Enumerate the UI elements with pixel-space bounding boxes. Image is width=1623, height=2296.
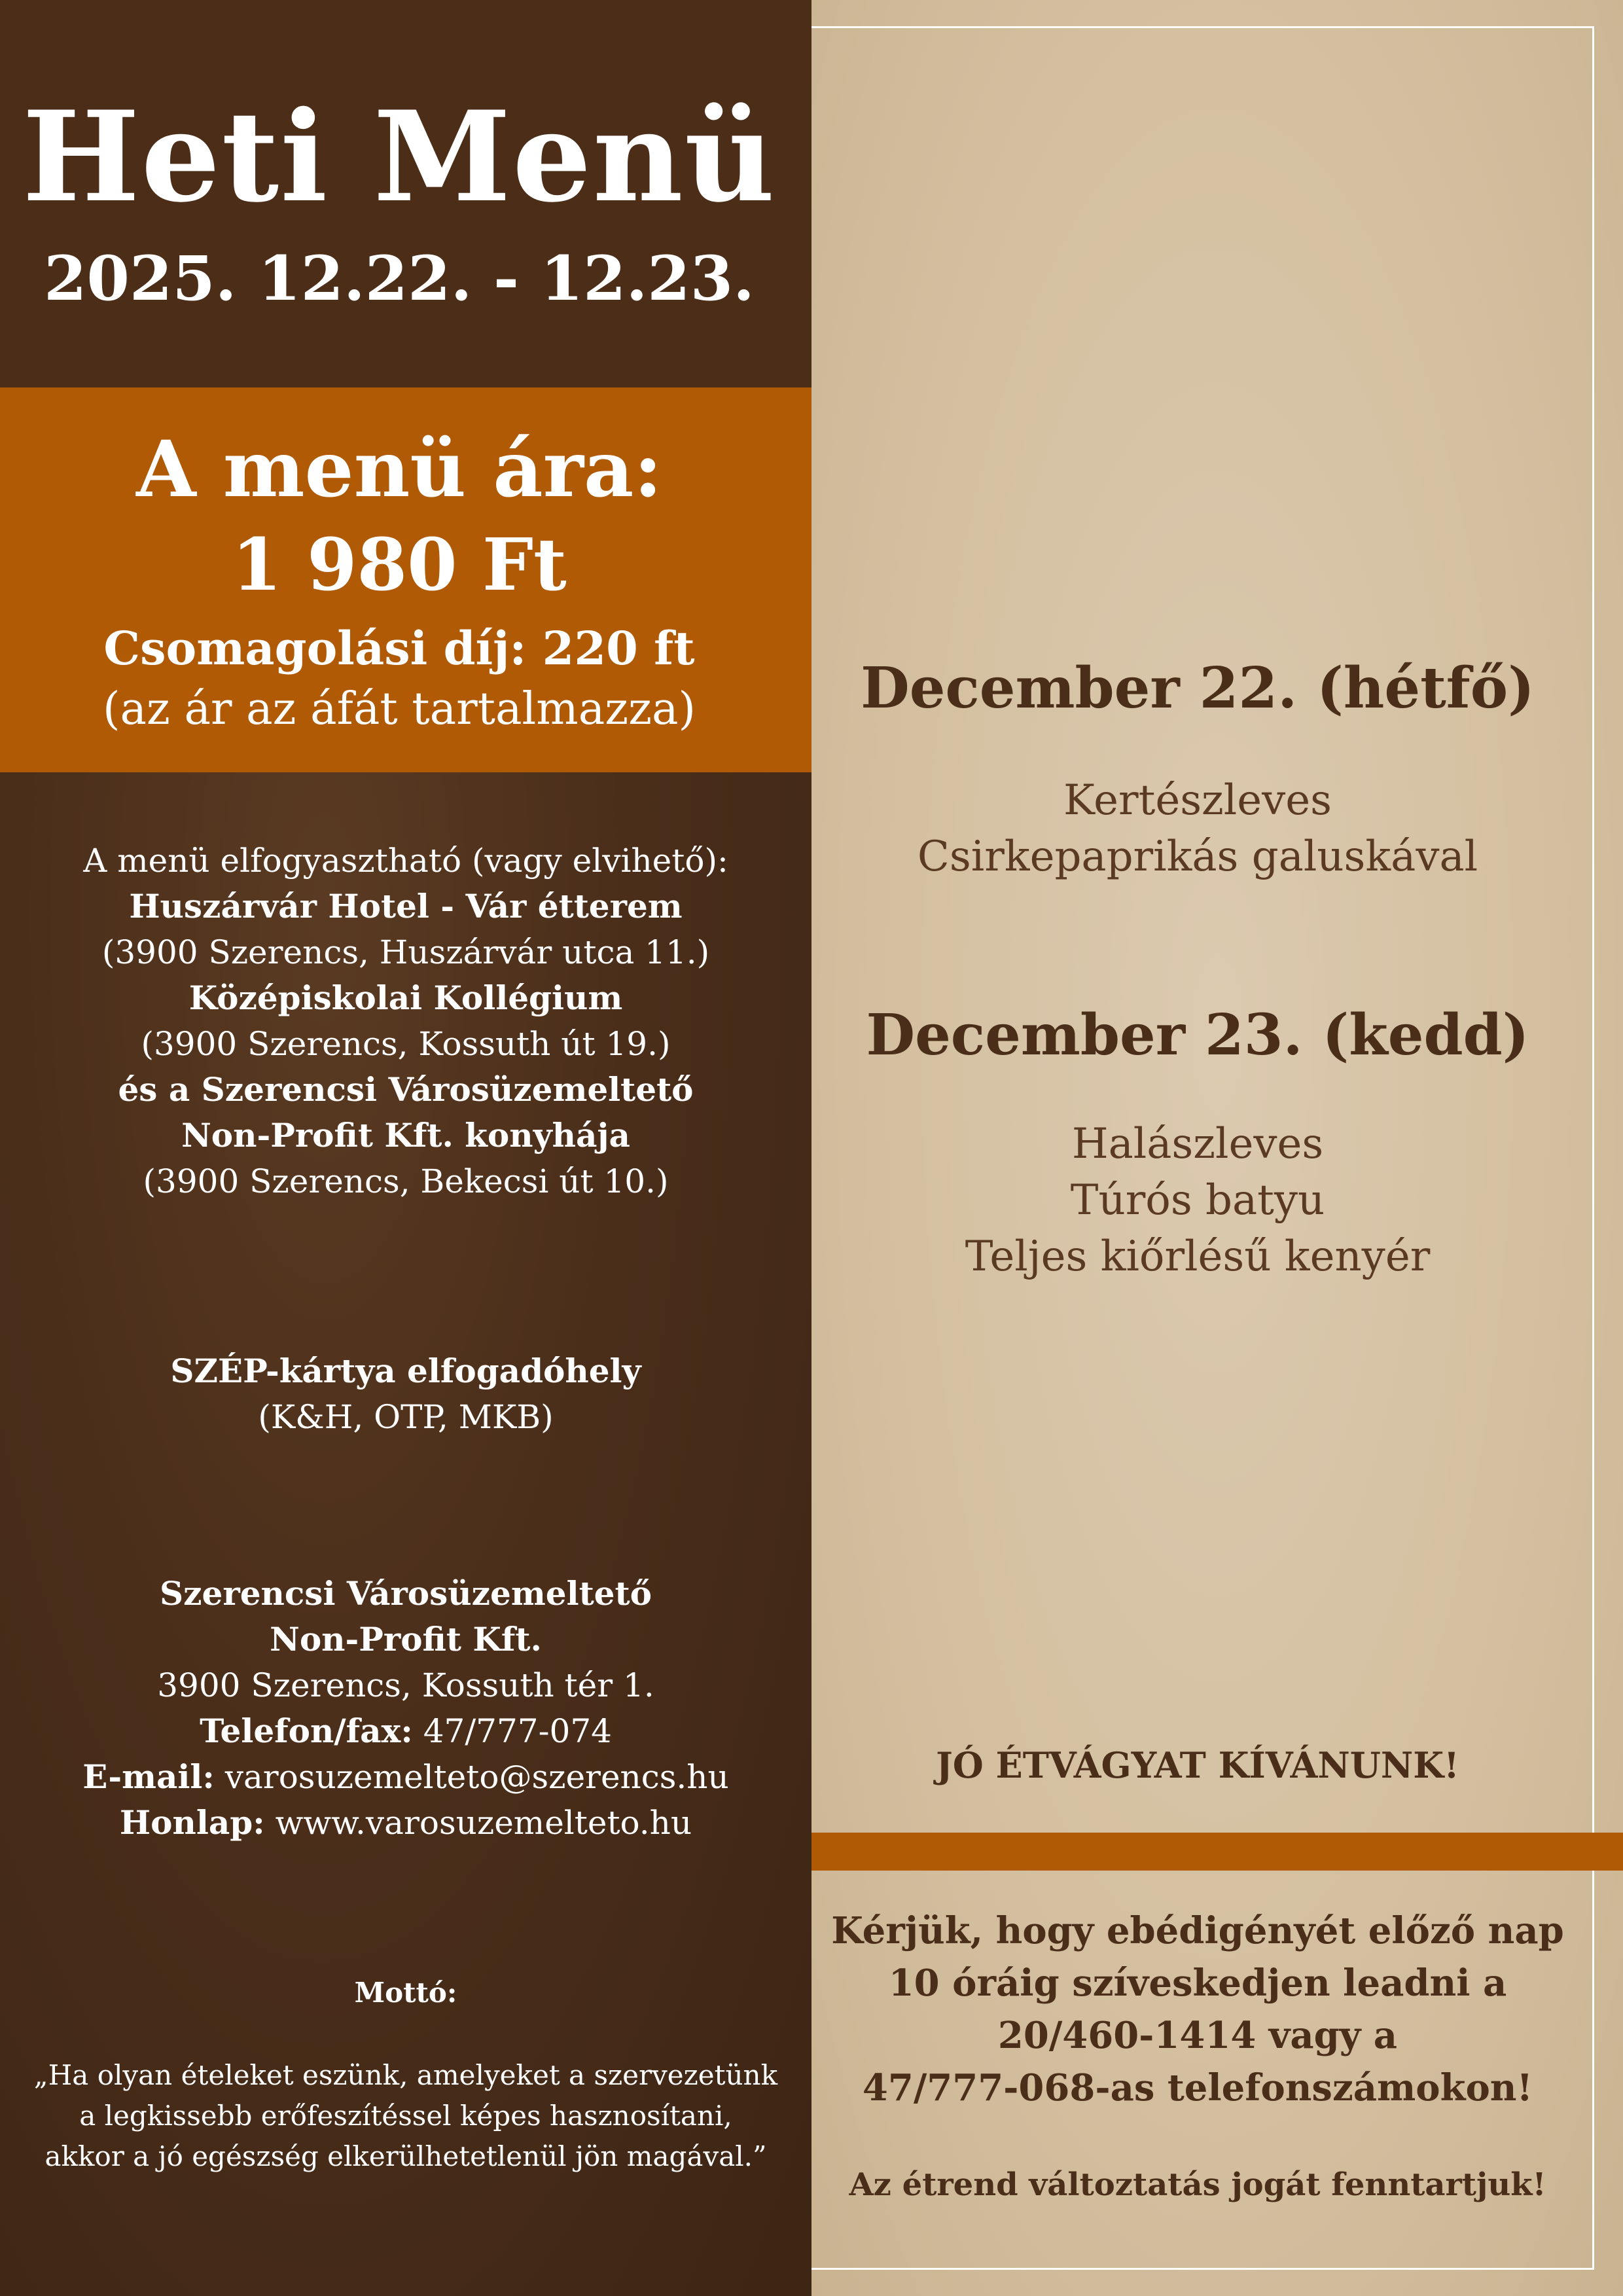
order-instructions <box>812 1905 1584 2114</box>
dish-list <box>812 772 1584 885</box>
motto-title: Mottó: <box>354 1977 457 2009</box>
order-line: 47/777-068-as telefonszámokon! <box>862 2066 1533 2109</box>
motto-text <box>0 2055 812 2177</box>
location-name: Huszárvár Hotel - Vár étterem <box>129 887 683 925</box>
dish-item: Túrós batyu <box>1070 1176 1325 1225</box>
web-label: Honlap: <box>119 1803 265 1842</box>
dish-item: Teljes kiőrlésű kenyér <box>965 1232 1431 1281</box>
location-name: és a Szerencsi Városüzemeltető <box>118 1070 694 1109</box>
szep-card-block <box>0 1348 812 1440</box>
company-name: Szerencsi Városüzemeltető <box>160 1574 652 1613</box>
motto-line: a legkissebb erőfeszítéssel képes hasznosítani, <box>79 2100 732 2132</box>
dish-list <box>812 1116 1584 1285</box>
bon-appetit: JÓ ÉTVÁGYAT KÍVÁNUNK! <box>936 1744 1459 1786</box>
vat-note: (az ár az áfát tartalmazza) <box>102 683 696 735</box>
order-line: 20/460-1414 vagy a <box>997 2014 1398 2057</box>
day-title: December 22. (hétfő) <box>861 655 1535 721</box>
company-web <box>0 1800 812 1846</box>
company-email <box>0 1754 812 1800</box>
location-address: (3900 Szerencs, Huszárvár utca 11.) <box>101 933 710 971</box>
price-band <box>0 387 812 772</box>
company-contact <box>0 1571 812 1846</box>
motto-line: akkor a jó egészség elkerülhetetlenül jön magával.” <box>45 2140 767 2172</box>
locations-intro: A menü elfogyasztható (vagy elvihető): <box>83 842 728 880</box>
location-address: (3900 Szerencs, Bekecsi út 10.) <box>143 1162 669 1200</box>
order-line: 10 óráig szíveskedjen leadni a <box>888 1962 1507 2005</box>
szep-title: SZÉP-kártya elfogadóhely <box>170 1352 641 1390</box>
day-title: December 23. (kedd) <box>866 1002 1529 1068</box>
dish-item: Csirkepaprikás galuskával <box>917 833 1478 881</box>
motto-line: „Ha olyan ételeket eszünk, amelyeket a szervezetünk <box>33 2059 778 2091</box>
divider-bar <box>812 1833 1623 1871</box>
date-range: 2025. 12.22. - 12.23. <box>44 243 755 315</box>
company-name: Non-Profit Kft. <box>270 1620 542 1659</box>
right-column <box>812 0 1623 2296</box>
price-value: 1 980 Ft <box>232 522 567 607</box>
packaging-fee: Csomagolási díj: 220 ft <box>103 621 695 675</box>
company-phone <box>0 1708 812 1754</box>
email-label: E-mail: <box>82 1757 215 1796</box>
company-address: 3900 Szerencs, Kossuth tér 1. <box>157 1666 654 1704</box>
phone-label: Telefon/fax: <box>200 1712 413 1750</box>
location-name: Non-Profit Kft. konyhája <box>181 1116 630 1155</box>
web-value: www.varosuzemelteto.hu <box>275 1804 692 1842</box>
dish-item: Kertészleves <box>1063 776 1332 825</box>
order-line: Kérjük, hogy ebédigényét előző nap <box>831 1909 1564 1952</box>
email-value: varosuzemelteto@szerencs.hu <box>224 1758 729 1796</box>
price-label: A menü ára: <box>136 423 662 514</box>
page-title: Heti Menü <box>22 84 776 230</box>
location-name: Középiskolai Kollégium <box>188 978 623 1017</box>
location-address: (3900 Szerencs, Kossuth út 19.) <box>141 1025 671 1063</box>
reserve-note: Az étrend változtatás jogát fenntartjuk! <box>849 2166 1546 2203</box>
dish-item: Halászleves <box>1071 1120 1324 1168</box>
header-panel <box>0 0 812 387</box>
szep-cards: (K&H, OTP, MKB) <box>258 1398 554 1436</box>
phone-value: 47/777-074 <box>423 1712 612 1750</box>
locations-block <box>0 838 812 1204</box>
